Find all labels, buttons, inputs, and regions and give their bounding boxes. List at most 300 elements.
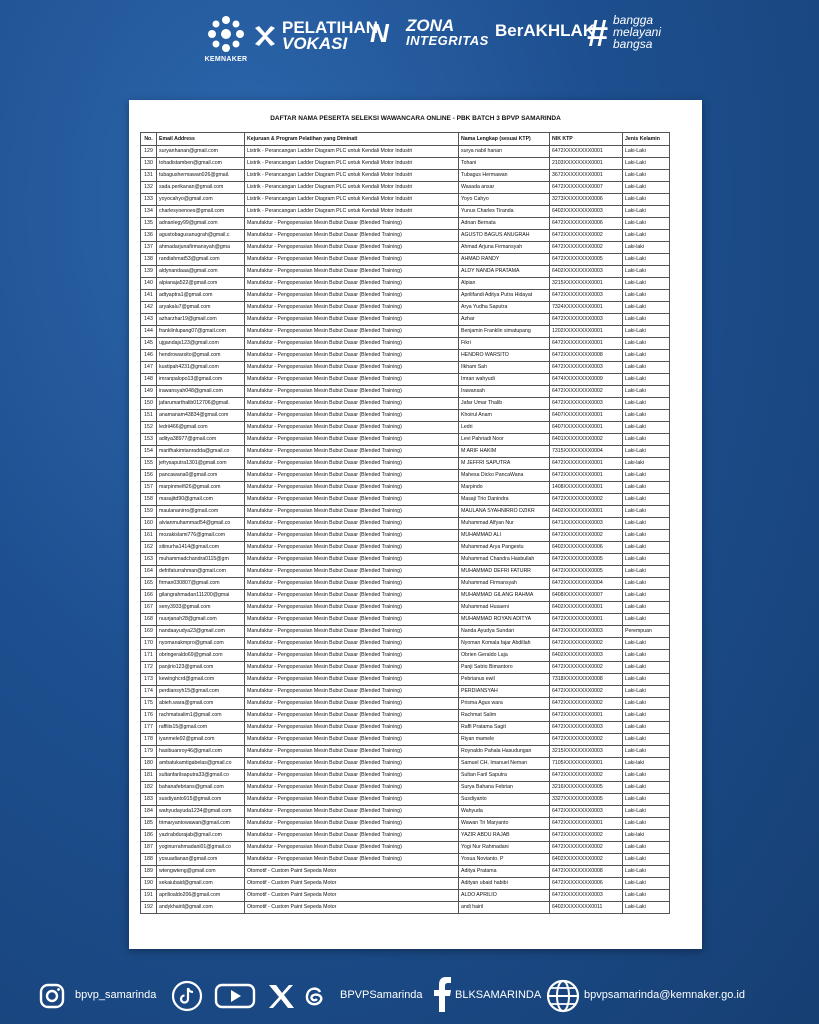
cell-no: 189 (141, 866, 157, 878)
cell-gender: Laki-Laki (623, 842, 670, 854)
table-row (141, 470, 670, 482)
cell-program: Manufaktur - Pengoperasian Mesin Bubut Dasar (Blended Training) (245, 470, 459, 482)
cell-no: 139 (141, 266, 157, 278)
cell-no: 191 (141, 890, 157, 902)
cell-no: 166 (141, 590, 157, 602)
cell-nik: 6471XXXXXXXX0003 (550, 518, 623, 530)
cell-no: 163 (141, 554, 157, 566)
cell-no: 165 (141, 578, 157, 590)
cell-name: Azhar (459, 314, 550, 326)
cell-email: franklinlupang07@gmail.com (157, 326, 245, 338)
cell-email: aprilioaldo206@gmail.com (157, 890, 245, 902)
table-row (141, 554, 670, 566)
cell-gender: Laki-Laki (623, 230, 670, 242)
cell-nik: 6472XXXXXXXX0002 (550, 686, 623, 698)
table-row (141, 422, 670, 434)
cell-nik: 6474XXXXXXXX0009 (550, 374, 623, 386)
cell-nik: 6472XXXXXXXX0003 (550, 290, 623, 302)
cell-no: 170 (141, 638, 157, 650)
cell-program: Manufaktur - Pengoperasian Mesin Bubut Dasar (Blended Training) (245, 770, 459, 782)
table-row (141, 830, 670, 842)
x-twitter-icon[interactable] (266, 982, 296, 1015)
cell-nik: 6472XXXXXXXX0002 (550, 698, 623, 710)
table-row (141, 842, 670, 854)
col-gender-header: Jenis Kelamin (623, 133, 670, 146)
table-row (141, 878, 670, 890)
cell-no: 135 (141, 218, 157, 230)
table-row (141, 194, 670, 206)
cell-nik: 6472XXXXXXXX0001 (550, 458, 623, 470)
cell-gender: Perempuan (623, 626, 670, 638)
zona-text: ZONA (406, 16, 455, 35)
cell-name: Irawansah (459, 386, 550, 398)
cell-email: sultanfarilsaputra33@gmail.co (157, 770, 245, 782)
cell-no: 136 (141, 230, 157, 242)
table-row (141, 542, 670, 554)
cell-gender: Laki-Laki (623, 806, 670, 818)
cell-nik: 7318XXXXXXXX0008 (550, 674, 623, 686)
cell-gender: Laki-Laki (623, 350, 670, 362)
cell-email: yoginurrahmadani01@gmail.co (157, 842, 245, 854)
table-row (141, 818, 670, 830)
cell-gender: Laki-Laki (623, 410, 670, 422)
cell-program: Manufaktur - Pengoperasian Mesin Bubut Dasar (Blended Training) (245, 602, 459, 614)
cell-gender: Laki-Laki (623, 566, 670, 578)
cell-program: Manufaktur - Pengoperasian Mesin Bubut Dasar (Blended Training) (245, 722, 459, 734)
cell-gender: Laki-Laki (623, 266, 670, 278)
cell-name: surya nabil hanan (459, 146, 550, 158)
cell-no: 182 (141, 782, 157, 794)
cell-program: Manufaktur - Pengoperasian Mesin Bubut Dasar (Blended Training) (245, 446, 459, 458)
cell-name: Khoirul Anam (459, 410, 550, 422)
cell-program: Manufaktur - Pengoperasian Mesin Bubut Dasar (Blended Training) (245, 410, 459, 422)
cell-name: Mahesa Dicko PancaWana (459, 470, 550, 482)
cell-name: Marpindo (459, 482, 550, 494)
cell-email: anamanam43834@gmail.com (157, 410, 245, 422)
cell-nik: 6472XXXXXXXX0002 (550, 842, 623, 854)
cell-no: 185 (141, 818, 157, 830)
cell-gender: Laki-Laki (623, 278, 670, 290)
cell-gender: Laki-Laki (623, 362, 670, 374)
cell-gender: Laki-Laki (623, 734, 670, 746)
table-row (141, 686, 670, 698)
cell-nik: 6472XXXXXXXX0008 (550, 866, 623, 878)
table-row (141, 566, 670, 578)
cell-no: 167 (141, 602, 157, 614)
cell-program: Manufaktur - Pengoperasian Mesin Bubut Dasar (Blended Training) (245, 434, 459, 446)
cell-gender: Laki-Laki (623, 878, 670, 890)
cell-program: Manufaktur - Pengoperasian Mesin Bubut Dasar (Blended Training) (245, 506, 459, 518)
cell-name: Masaji Trio Danindra (459, 494, 550, 506)
cell-nik: 6472XXXXXXXX0005 (550, 554, 623, 566)
cell-name: Samuel CH. Imanuel Neman (459, 758, 550, 770)
cell-gender: Laki-Laki (623, 398, 670, 410)
cell-program: Otomotif - Custom Paint Sepeda Motor (245, 878, 459, 890)
email-address[interactable]: bpvpsamarinda@kemnaker.go.id (584, 989, 745, 1001)
cell-name: M JEFFRI SAPUTRA (459, 458, 550, 470)
cell-gender: Laki-Laki (623, 434, 670, 446)
cell-no: 154 (141, 446, 157, 458)
cell-gender: Laki-Laki (623, 614, 670, 626)
cell-nik: 6472XXXXXXXX0003 (550, 890, 623, 902)
cell-gender: Laki-Laki (623, 194, 670, 206)
zona-integritas-logo (370, 18, 489, 48)
cell-email: bahanafebrians@gmail.com (157, 782, 245, 794)
cell-no: 141 (141, 290, 157, 302)
table-row (141, 578, 670, 590)
table-row (141, 350, 670, 362)
cell-email: hendrowarsito@gmail.com (157, 350, 245, 362)
cell-no: 149 (141, 386, 157, 398)
cell-email: suryanhanan@gmail.com (157, 146, 245, 158)
cell-program: Manufaktur - Pengoperasian Mesin Bubut Dasar (Blended Training) (245, 554, 459, 566)
cell-name: Aditya Pratama (459, 866, 550, 878)
cell-email: hasibuanroy46@gmail.com (157, 746, 245, 758)
cell-nik: 6472XXXXXXXX0001 (550, 818, 623, 830)
footer-social (0, 968, 819, 1024)
vokasi-x-icon (252, 23, 278, 49)
cell-email: pancawana0@gmail.com (157, 470, 245, 482)
cell-nik: 6401XXXXXXXX0002 (550, 434, 623, 446)
cell-gender: Laki-Laki (623, 386, 670, 398)
cell-gender: Laki-Laki (623, 866, 670, 878)
table-row (141, 890, 670, 902)
table-row (141, 674, 670, 686)
cell-no: 143 (141, 314, 157, 326)
cell-name: Imran wahyudi (459, 374, 550, 386)
cell-gender: Laki-Laki (623, 662, 670, 674)
cell-name: Sultan Faril Saputra (459, 770, 550, 782)
melayani-text: melayani (613, 25, 662, 39)
tiktok-icon[interactable] (171, 980, 203, 1017)
header-logos (0, 0, 819, 92)
cell-program: Manufaktur - Pengoperasian Mesin Bubut Dasar (Blended Training) (245, 362, 459, 374)
instagram-handle[interactable]: bpvp_samarinda (75, 989, 157, 1001)
cell-gender: Laki-Laki (623, 314, 670, 326)
cell-name: AHMAD RANDY (459, 254, 550, 266)
cell-no: 150 (141, 398, 157, 410)
table-row (141, 182, 670, 194)
cell-nik: 6472XXXXXXXX0002 (550, 830, 623, 842)
cell-nik: 6472XXXXXXXX0001 (550, 470, 623, 482)
table-row (141, 530, 670, 542)
cell-name: Muhammad Alfyan Nur (459, 518, 550, 530)
cell-name: andi hairil (459, 902, 550, 914)
cell-gender: Laki-Laki (623, 710, 670, 722)
cell-no: 168 (141, 614, 157, 626)
cell-gender: Laki-Laki (623, 482, 670, 494)
cell-nik: 6408XXXXXXXX0007 (550, 590, 623, 602)
cell-no: 157 (141, 482, 157, 494)
cell-gender: Laki-Laki (623, 518, 670, 530)
threads-icon[interactable] (300, 982, 328, 1015)
cell-program: Manufaktur - Pengoperasian Mesin Bubut Dasar (Blended Training) (245, 302, 459, 314)
cell-no: 187 (141, 842, 157, 854)
cell-email: imranpalopo13@gmail.com (157, 374, 245, 386)
cell-program: Manufaktur - Pengoperasian Mesin Bubut Dasar (Blended Training) (245, 686, 459, 698)
col-no-header: No. (141, 133, 157, 146)
cell-email: obringeraldo69@gmail.com (157, 650, 245, 662)
cell-nik: 3216XXXXXXXX0005 (550, 782, 623, 794)
cell-email: ambatukamtigabelas@gmail.co (157, 758, 245, 770)
bangga-text: bangga (613, 13, 654, 27)
cell-email: panjirio123@gmail.com (157, 662, 245, 674)
cell-nik: 6472XXXXXXXX0007 (550, 182, 623, 194)
globe-icon[interactable] (545, 978, 581, 1019)
facebook-handle[interactable]: BLKSAMARINDA (455, 989, 542, 1001)
cell-gender: Laki-Laki (623, 170, 670, 182)
table-row (141, 314, 670, 326)
cell-email: kustipah4231@gmail.com (157, 362, 245, 374)
cell-email: irawansyah048@gmail.com (157, 386, 245, 398)
cell-no: 171 (141, 650, 157, 662)
cell-name: HENDRO WARSITO (459, 350, 550, 362)
kemnaker-emblem-icon (206, 14, 246, 54)
cell-email: sitinurha1414@gmail.com (157, 542, 245, 554)
cell-name: Obrien Geraldo Laja (459, 650, 550, 662)
cell-program: Listrik - Perancangan Ladder Diagram PLC untuk Kendali Motor Industri (245, 170, 459, 182)
table-row (141, 782, 670, 794)
social-handle[interactable]: BPVPSamarinda (340, 989, 423, 1001)
table-row (141, 746, 670, 758)
bangsa-text: bangsa (613, 37, 653, 51)
cell-gender: Laki-Laki (623, 722, 670, 734)
cell-nik: 6402XXXXXXXX0003 (550, 266, 623, 278)
cell-gender: Laki-Laki (623, 794, 670, 806)
cell-name: Adnan Bernata (459, 218, 550, 230)
cell-email: ujgandajs123@gmail.com (157, 338, 245, 350)
cell-program: Manufaktur - Pengoperasian Mesin Bubut Dasar (Blended Training) (245, 566, 459, 578)
cell-email: susdiyanto915@gmail.com (157, 794, 245, 806)
table-row (141, 374, 670, 386)
cell-program: Otomotif - Custom Paint Sepeda Motor (245, 866, 459, 878)
cell-name: Roynaldo Pahala Hasudungan (459, 746, 550, 758)
cell-gender: Laki-Laki (623, 638, 670, 650)
cell-no: 155 (141, 458, 157, 470)
cell-gender: Laki-Laki (623, 302, 670, 314)
table-row (141, 362, 670, 374)
cell-email: adnanlegy99@gmail.com (157, 218, 245, 230)
col-program-header: Kejuruan & Program Pelatihan yang Diminati (245, 133, 459, 146)
table-row (141, 410, 670, 422)
cell-gender: Laki-Laki (623, 422, 670, 434)
cell-email: perdiansyh15@gmail.com (157, 686, 245, 698)
cell-gender: Laki-Laki (623, 770, 670, 782)
cell-email: rachmatsalim1@gmail.com (157, 710, 245, 722)
cell-program: Manufaktur - Pengoperasian Mesin Bubut Dasar (Blended Training) (245, 422, 459, 434)
table-row (141, 698, 670, 710)
cell-name: Wawan Tri Maryanto (459, 818, 550, 830)
cell-nik: 1408XXXXXXXX0001 (550, 482, 623, 494)
cell-name: Ledri (459, 422, 550, 434)
cell-gender: Laki-Laki (623, 650, 670, 662)
cell-program: Manufaktur - Pengoperasian Mesin Bubut Dasar (Blended Training) (245, 230, 459, 242)
table-row (141, 710, 670, 722)
cell-program: Manufaktur - Pengoperasian Mesin Bubut Dasar (Blended Training) (245, 626, 459, 638)
cell-email: wahyudayuda1234@gmail.com (157, 806, 245, 818)
cell-gender: Laki-Laki (623, 674, 670, 686)
cell-email: trimaryantowawan@gmail.com (157, 818, 245, 830)
cell-name: AGUSTO BAGUS ANUGRAH (459, 230, 550, 242)
cell-program: Manufaktur - Pengoperasian Mesin Bubut Dasar (Blended Training) (245, 458, 459, 470)
cell-nik: 6472XXXXXXXX0002 (550, 662, 623, 674)
cell-gender: Laki-Laki (623, 530, 670, 542)
cell-name: Yunus Charles Tiranda (459, 206, 550, 218)
cell-name: Yogi Nur Rahmadani (459, 842, 550, 854)
cell-nik: 6472XXXXXXXX0001 (550, 338, 623, 350)
cell-email: defrifaturrahman@gmail.com (157, 566, 245, 578)
cell-email: wtengwteng@gmail.com (157, 866, 245, 878)
cell-name: Jafar Umar Thalib (459, 398, 550, 410)
cell-gender: Laki-Laki (623, 326, 670, 338)
table-row (141, 770, 670, 782)
table-row (141, 338, 670, 350)
cell-no: 146 (141, 350, 157, 362)
table-row (141, 866, 670, 878)
cell-nik: 6472XXXXXXXX0005 (550, 254, 623, 266)
instagram-icon[interactable] (38, 982, 66, 1015)
cell-email: adtyaptra1@gmail.com (157, 290, 245, 302)
table-row (141, 242, 670, 254)
cell-gender: Laki-Laki (623, 494, 670, 506)
cell-nik: 7315XXXXXXXX0004 (550, 446, 623, 458)
cell-name: Nyoman Komala fajar Abdillah (459, 638, 550, 650)
cell-program: Manufaktur - Pengoperasian Mesin Bubut Dasar (Blended Training) (245, 782, 459, 794)
cell-no: 148 (141, 374, 157, 386)
cell-no: 174 (141, 686, 157, 698)
cell-email: marifhakimtanradda@gmail.co (157, 446, 245, 458)
cell-nik: 1202XXXXXXXX0001 (550, 326, 623, 338)
cell-no: 134 (141, 206, 157, 218)
cell-gender: Laki-Laki (623, 470, 670, 482)
cell-nik: 3215XXXXXXXX0003 (550, 746, 623, 758)
cell-no: 129 (141, 146, 157, 158)
cell-nik: 6472XXXXXXXX0002 (550, 530, 623, 542)
cell-program: Manufaktur - Pengoperasian Mesin Bubut Dasar (Blended Training) (245, 494, 459, 506)
cell-program: Manufaktur - Pengoperasian Mesin Bubut Dasar (Blended Training) (245, 734, 459, 746)
cell-nik: 6472XXXXXXXX0003 (550, 314, 623, 326)
cell-program: Manufaktur - Pengoperasian Mesin Bubut Dasar (Blended Training) (245, 398, 459, 410)
facebook-icon[interactable] (432, 976, 452, 1017)
youtube-icon[interactable] (213, 982, 257, 1015)
cell-nik: 6472XXXXXXXX0001 (550, 146, 623, 158)
cell-email: charlesyoenoes@gmail.com (157, 206, 245, 218)
cell-no: 138 (141, 254, 157, 266)
cell-email: aryakalu7@gmail.com (157, 302, 245, 314)
cell-email: alvianmuhammad54@gmail.co (157, 518, 245, 530)
cell-no: 178 (141, 734, 157, 746)
table-row (141, 590, 670, 602)
cell-email: sekaiubaid@gmail.com (157, 878, 245, 890)
cell-program: Listrik - Perancangan Ladder Diagram PLC untuk Kendali Motor Industri (245, 158, 459, 170)
cell-gender: Laki-Laki (623, 182, 670, 194)
cell-program: Manufaktur - Pengoperasian Mesin Bubut Dasar (Blended Training) (245, 830, 459, 842)
cell-gender: Laki-Laki (623, 746, 670, 758)
cell-gender: Laki-Laki (623, 146, 670, 158)
cell-name: Tubagus Hermawan (459, 170, 550, 182)
cell-nik: 7105XXXXXXXX0001 (550, 758, 623, 770)
cell-program: Manufaktur - Pengoperasian Mesin Bubut Dasar (Blended Training) (245, 710, 459, 722)
cell-program: Manufaktur - Pengoperasian Mesin Bubut Dasar (Blended Training) (245, 266, 459, 278)
table-row (141, 806, 670, 818)
cell-name: Riyan mamele (459, 734, 550, 746)
col-nik-header: NIK KTP (550, 133, 623, 146)
cell-name: M ARIF HAKIM (459, 446, 550, 458)
cell-gender: Laki-Laki (623, 290, 670, 302)
cell-program: Manufaktur - Pengoperasian Mesin Bubut Dasar (Blended Training) (245, 386, 459, 398)
cell-program: Manufaktur - Pengoperasian Mesin Bubut Dasar (Blended Training) (245, 650, 459, 662)
table-row (141, 662, 670, 674)
cell-nik: 6472XXXXXXXX0002 (550, 230, 623, 242)
cell-email: nyomanakmpro@gmail.com (157, 638, 245, 650)
table-row (141, 386, 670, 398)
cell-gender: Laki-Laki (623, 374, 670, 386)
cell-name: Adityan ubaid habibi (459, 878, 550, 890)
cell-nik: 6472XXXXXXXX0006 (550, 878, 623, 890)
cell-email: iyanmele92@gmail.com (157, 734, 245, 746)
cell-gender: Laki-Laki (623, 578, 670, 590)
document-title: DAFTAR NAMA PESERTA SELEKSI WAWANCARA ONLINE - PBK BATCH 3 BPVP SAMARINDA (270, 115, 561, 122)
cell-no: 169 (141, 626, 157, 638)
cell-email: muhammadchandra0115@gm (157, 554, 245, 566)
cell-nik: 6402XXXXXXXX0011 (550, 902, 623, 914)
cell-nik: 6472XXXXXXXX0003 (550, 626, 623, 638)
cell-name: Wahyuda (459, 806, 550, 818)
cell-name: ALDY NANDA PRATAMA (459, 266, 550, 278)
cell-gender: Laki-Laki (623, 590, 670, 602)
table-row (141, 494, 670, 506)
cell-program: Listrik - Perancangan Ladder Diagram PLC untuk Kendali Motor Industri (245, 194, 459, 206)
cell-email: yoyocahyo@gmail.com (157, 194, 245, 206)
table-row (141, 254, 670, 266)
cell-gender: Laki-laki (623, 758, 670, 770)
cell-no: 137 (141, 242, 157, 254)
cell-nik: 6402XXXXXXXX0002 (550, 854, 623, 866)
cell-program: Manufaktur - Pengoperasian Mesin Bubut Dasar (Blended Training) (245, 326, 459, 338)
cell-email: nuurjanah28@gmail.com (157, 614, 245, 626)
table-row (141, 302, 670, 314)
cell-program: Otomotif - Custom Paint Sepeda Motor (245, 890, 459, 902)
cell-email: aditya38977@gmail.com (157, 434, 245, 446)
cell-name: Prisma Agus wara (459, 698, 550, 710)
cell-program: Manufaktur - Pengoperasian Mesin Bubut Dasar (Blended Training) (245, 698, 459, 710)
cell-no: 188 (141, 854, 157, 866)
cell-gender: Laki-Laki (623, 506, 670, 518)
table-row (141, 146, 670, 158)
cell-name: Nanda Ayudya Sundari (459, 626, 550, 638)
cell-no: 151 (141, 410, 157, 422)
table-row (141, 266, 670, 278)
berakhlak-logo (495, 22, 595, 40)
cell-nik: 6407XXXXXXXX0001 (550, 422, 623, 434)
cell-name: MUHAMMAD DEFRI FATURR (459, 566, 550, 578)
cell-no: 183 (141, 794, 157, 806)
table-row (141, 650, 670, 662)
cell-program: Manufaktur - Pengoperasian Mesin Bubut Dasar (Blended Training) (245, 662, 459, 674)
cell-name: Rachmat Salim (459, 710, 550, 722)
cell-no: 158 (141, 494, 157, 506)
cell-nik: 3327XXXXXXXX0005 (550, 794, 623, 806)
cell-email: tubagushermawan026@gmail. (157, 170, 245, 182)
cell-nik: 6407XXXXXXXX0001 (550, 410, 623, 422)
cell-email: randiahmat53@gmail.com (157, 254, 245, 266)
cell-program: Manufaktur - Pengoperasian Mesin Bubut Dasar (Blended Training) (245, 590, 459, 602)
cell-gender: Laki-Laki (623, 698, 670, 710)
cell-name: Muhammad Arya Pangestu (459, 542, 550, 554)
table-row (141, 758, 670, 770)
cell-no: 147 (141, 362, 157, 374)
cell-nik: 7324XXXXXXXX0001 (550, 302, 623, 314)
